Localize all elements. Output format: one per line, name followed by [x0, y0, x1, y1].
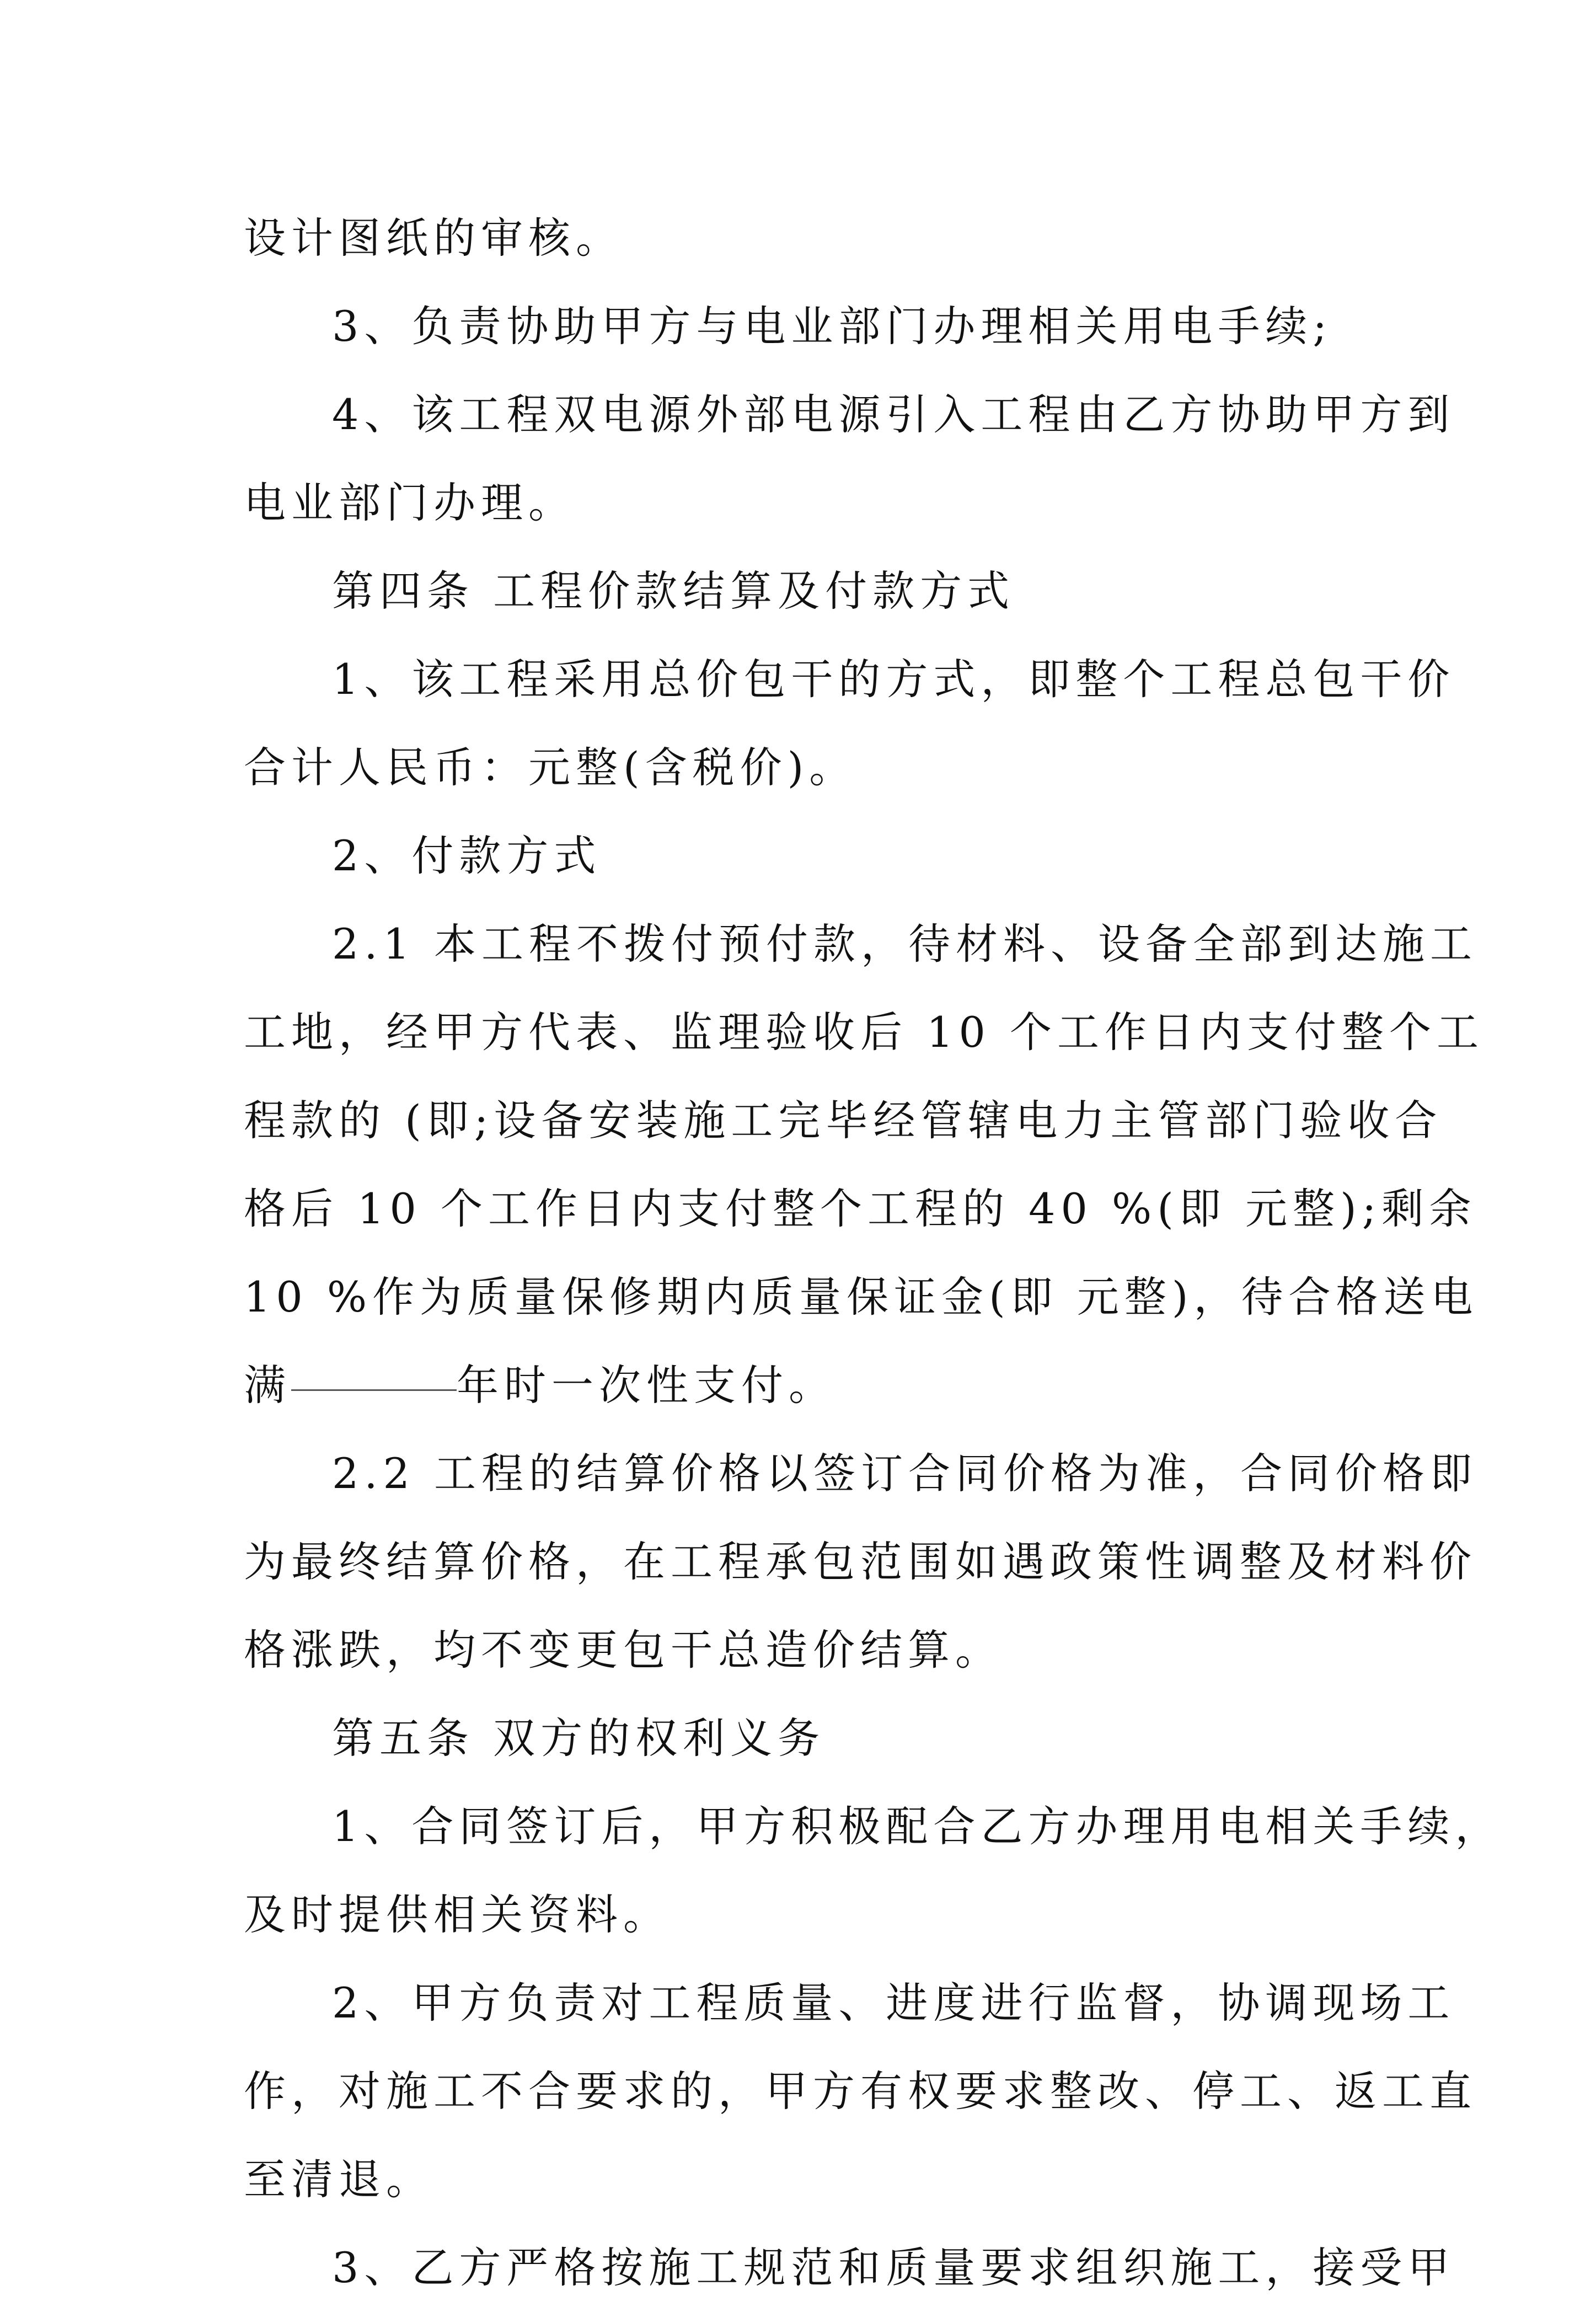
text-line: 及时提供相关资料。	[244, 1890, 671, 1939]
text-line: 作，对施工不合要求的，甲方有权要求整改、停工、返工直	[244, 2067, 1477, 2116]
text-line: 1、合同签订后，甲方积极配合乙方办理用电相关手续，	[332, 1802, 1503, 1851]
text-line	[244, 1341, 1369, 1430]
text-line: 2、甲方负责对工程质量、进度进行监督，协调现场工	[332, 1978, 1455, 2027]
text-line: 为最终结算价格，在工程承包范围如遇政策性调整及材料价	[244, 1537, 1477, 1586]
text-line: 10 %作为质量保修期内质量保证金(即 元整)，待合格送电	[244, 1272, 1479, 1321]
text-line: 格后 10 个工作日内支付整个工程的 40 %(即 元整);剩余	[244, 1184, 1477, 1233]
text-line: 1、该工程采用总价包干的方式，即整个工程总包干价	[332, 655, 1455, 704]
text-line: 合计人民币：元整(含税价)。	[244, 743, 857, 792]
text-segment: 满	[244, 1361, 291, 1410]
section-heading: 第五条 双方的权利义务	[332, 1714, 826, 1763]
text-line: 至清退。	[244, 2155, 433, 2204]
contract-text	[244, 194, 1503, 2312]
text-line: 电业部门办理。	[244, 478, 576, 527]
section-heading: 第四条 工程价款结算及付款方式	[332, 566, 1015, 616]
text-line: 2.1 本工程不拨付预付款，待材料、设备全部到达施工	[332, 919, 1478, 968]
text-line: 2.2 工程的结算价格以签订合同价格为准，合同价格即	[332, 1449, 1478, 1498]
text-segment: 年时一次性支付。	[457, 1361, 836, 1410]
text-line: 4、该工程双电源外部电源引入工程由乙方协助甲方到	[332, 390, 1455, 439]
text-line: 3、负责协助甲方与电业部门办理相关用电手续;	[332, 302, 1332, 351]
text-line: 格涨跌，均不变更包干总造价结算。	[244, 1625, 1003, 1674]
text-line: 工地，经甲方代表、监理验收后 10 个工作日内支付整个工	[244, 1008, 1485, 1057]
fill-in-blank	[291, 1387, 457, 1391]
text-line: 程款的 (即;设备安装施工完毕经管辖电力主管部门验收合	[244, 1096, 1443, 1145]
text-line: 设计图纸的审核。	[244, 213, 623, 263]
text-line: 3、乙方严格按施工规范和质量要求组织施工，接受甲	[332, 2243, 1455, 2292]
text-line: 2、付款方式	[332, 831, 602, 880]
